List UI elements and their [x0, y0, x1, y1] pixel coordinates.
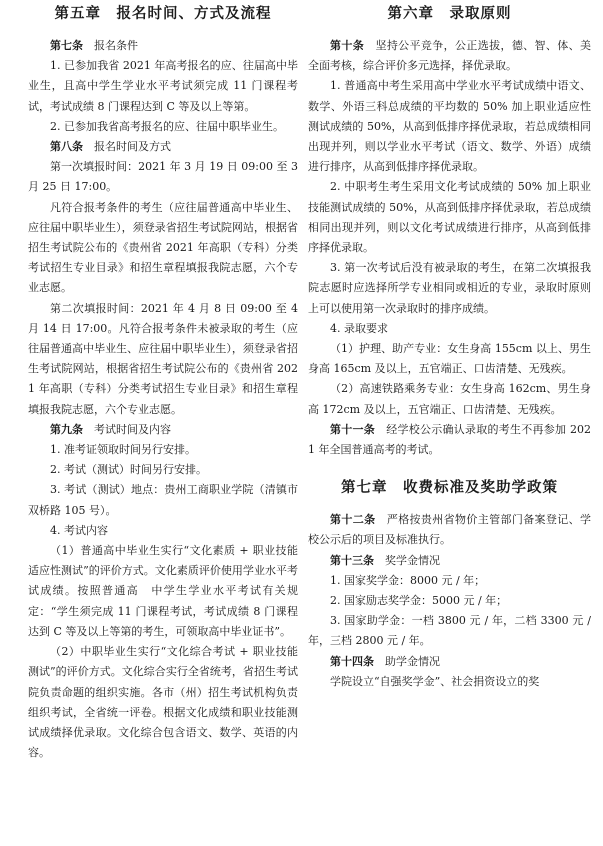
- body-paragraph: [308, 379, 591, 419]
- chapter-5-title: 第五章 报名时间、方式及流程: [54, 6, 272, 22]
- paragraph-text: 助学金情况: [374, 654, 440, 668]
- paragraph-text: 经学校公示确认录取的考生不再参加 2021 年全国普通高考的考试。: [308, 422, 591, 457]
- article-label: 第十二条: [330, 513, 376, 527]
- article-label: 第十三条: [330, 553, 374, 567]
- article-paragraph: [308, 652, 591, 672]
- paragraph-text: 第二次填报时间：2021 年 4 月 8 日 09:00 至 4 月 14 日 17:00。凡符合报考条件未被录取的考生（应往届普通高中毕业生、应往届中职毕业生），须登录省招生考试院网站，根据省招生考试院公布的《贵州省 2021 年高职（专科）分类考试招生专业目录》和招生章程填报我院志愿，六个专业志愿。: [28, 301, 298, 416]
- paragraph-text: 2. 考试（测试）时间另行安排。: [50, 463, 207, 477]
- chapter-6-title: 第六章 录取原则: [387, 6, 512, 22]
- paragraph-text: 2. 国家励志奖学金：5000 元 / 年；: [330, 594, 508, 608]
- article-paragraph: [308, 510, 591, 550]
- paragraph-text: 2. 中职考生考生采用文化考试成绩的 50% 加上职业技能测试成绩的 50%，从高到低排序择优录取，若总成绩相同出现并列，则以文化考试成绩进行排序，从高到低排序择优录取。: [308, 180, 591, 255]
- article-label: 第七条: [50, 39, 83, 52]
- body-paragraph: [28, 521, 298, 541]
- paragraph-text: （2）高速铁路乘务专业：女生身高 162cm、男生身高 172cm 及以上，五官端正、口齿清楚、无残疾。: [308, 382, 591, 416]
- paragraph-text: 凡符合报考条件的考生（应往届普通高中毕业生、应往届中职毕业生），须登录省招生考试院网站，根据省招生考试院公布的《贵州省 2021 年高职（专科）分类考试招生专业目录》和招生章程填报我院志愿，六个专业志愿。: [28, 200, 298, 295]
- paragraph-text: （2）中职毕业生实行“文化综合考试 + 职业技能测试”的评价方式。文化综合实行全省统考，省招生考试院负责命题的组织实施。各市（州）招生考试机构负责组织考试，全省统一评卷。根据文化成绩和职业技能测试成绩择优录取。文化综合包含语文、数学、英语的内容。: [28, 645, 298, 760]
- paragraph-text: 严格按贵州省物价主管部门备案登记、学校公示后的项目及标准执行。: [308, 513, 592, 547]
- body-paragraph: [28, 460, 298, 480]
- right-column: [308, 0, 591, 692]
- body-paragraph: [308, 177, 591, 258]
- body-paragraph: [308, 319, 591, 339]
- body-paragraph: [28, 56, 298, 117]
- article-label: 第十一条: [330, 422, 375, 436]
- article-paragraph: [308, 36, 591, 76]
- paragraph-text: 3. 国家助学金：一档 3800 元 / 年，二档 3300 元 / 年，三档 2800 元 / 年。: [308, 614, 591, 648]
- chapter-7-body: [308, 510, 591, 692]
- paragraph-text: 3. 第一次考试后没有被录取的考生，在第二次填报我院志愿时应选择所学专业相同或相近的专业，录取时原则上可以使用第一次录取时的排序成绩。: [308, 261, 591, 315]
- body-paragraph: [28, 480, 298, 520]
- paragraph-text: 1. 国家奖学金：8000 元 / 年；: [330, 573, 486, 587]
- body-paragraph: [28, 198, 298, 299]
- paragraph-text: （1）护理、助产专业：女生身高 155cm 以上、男生身高 165cm 及以上，五官端正、口齿清楚、无残疾。: [308, 342, 591, 376]
- article-paragraph: [28, 420, 298, 440]
- body-paragraph: [308, 672, 591, 692]
- paragraph-text: 1. 普通高中考生采用高中学业水平考试成绩中语文、数学、外语三科总成绩的平均数的 50% 加上职业适应性测试成绩的 50%，从高到低排序择优录取，若总成绩相同出现并列，则以学业水平考试（语文、数学、外语）成绩进行排序，从高到低排序择优录取。: [308, 79, 591, 174]
- article-paragraph: [28, 137, 298, 157]
- article-label: 第八条: [50, 140, 83, 154]
- paragraph-text: 奖学金情况: [374, 553, 440, 567]
- body-paragraph: [308, 611, 591, 651]
- body-paragraph: [308, 591, 591, 611]
- chapter-7-title: 第七章 收费标准及奖助学政策: [341, 480, 558, 497]
- body-paragraph: [28, 117, 298, 137]
- paragraph-text: 报名时间及方式: [83, 140, 171, 154]
- paragraph-text: 2. 已参加我省高考报名的应、往届中职毕业生。: [50, 119, 284, 133]
- article-label: 第十条: [330, 39, 365, 52]
- body-paragraph: [28, 299, 298, 420]
- body-paragraph: [28, 541, 298, 642]
- article-paragraph: [308, 420, 591, 460]
- article-paragraph: [308, 551, 591, 571]
- body-paragraph: [308, 339, 591, 379]
- chapter-6-body: [308, 36, 591, 460]
- article-label: 第十四条: [330, 654, 374, 668]
- body-paragraph: [28, 440, 298, 460]
- body-paragraph: [308, 571, 591, 591]
- paragraph-text: 4. 考试内容: [50, 523, 108, 537]
- body-paragraph: [308, 258, 591, 319]
- article-paragraph: [28, 36, 298, 56]
- paragraph-text: 报名条件: [83, 39, 138, 52]
- body-paragraph: [28, 157, 298, 197]
- article-label: 第九条: [50, 422, 83, 436]
- paragraph-text: 3. 考试（测试）地点：贵州工商职业学院（清镇市双桥路 105 号）。: [28, 483, 298, 517]
- body-paragraph: [28, 642, 298, 763]
- paragraph-text: 学院设立“自强奖学金”、社会捐资设立的奖: [330, 674, 540, 688]
- paragraph-text: 1. 准考证领取时间另行安排。: [50, 443, 196, 457]
- paragraph-text: （1）普通高中毕业生实行“文化素质 + 职业技能适应性测试”的评价方式。文化素质评价使用学业水平考试成绩。按照普通高 中学生学业水平考试有关规定：“学生须完成 11 门课程考试，考试成绩 8 门课程达到 C 等及以上等第的考生，可领取高中毕业证书”。: [28, 544, 298, 638]
- body-paragraph: [308, 76, 591, 177]
- paragraph-text: 第一次填报时间：2021 年 3 月 19 日 09:00 至 3 月 25 日 17:00。: [28, 160, 298, 194]
- paragraph-text: 1. 已参加我省 2021 年高考报名的应、往届高中毕业生，且高中学生学业水平考试须完成 11 门课程考试，考试成绩 8 门课程达到 C 等及以上等第。: [28, 59, 298, 113]
- paragraph-text: 考试时间及内容: [83, 422, 171, 436]
- left-column: [28, 0, 298, 763]
- paragraph-text: 4. 录取要求: [330, 321, 388, 335]
- chapter-5-body: [28, 36, 298, 763]
- paragraph-text: 坚持公平竞争，公正选拔，德、智、体、美全面考核，综合评价多元选择，择优录取。: [308, 39, 592, 73]
